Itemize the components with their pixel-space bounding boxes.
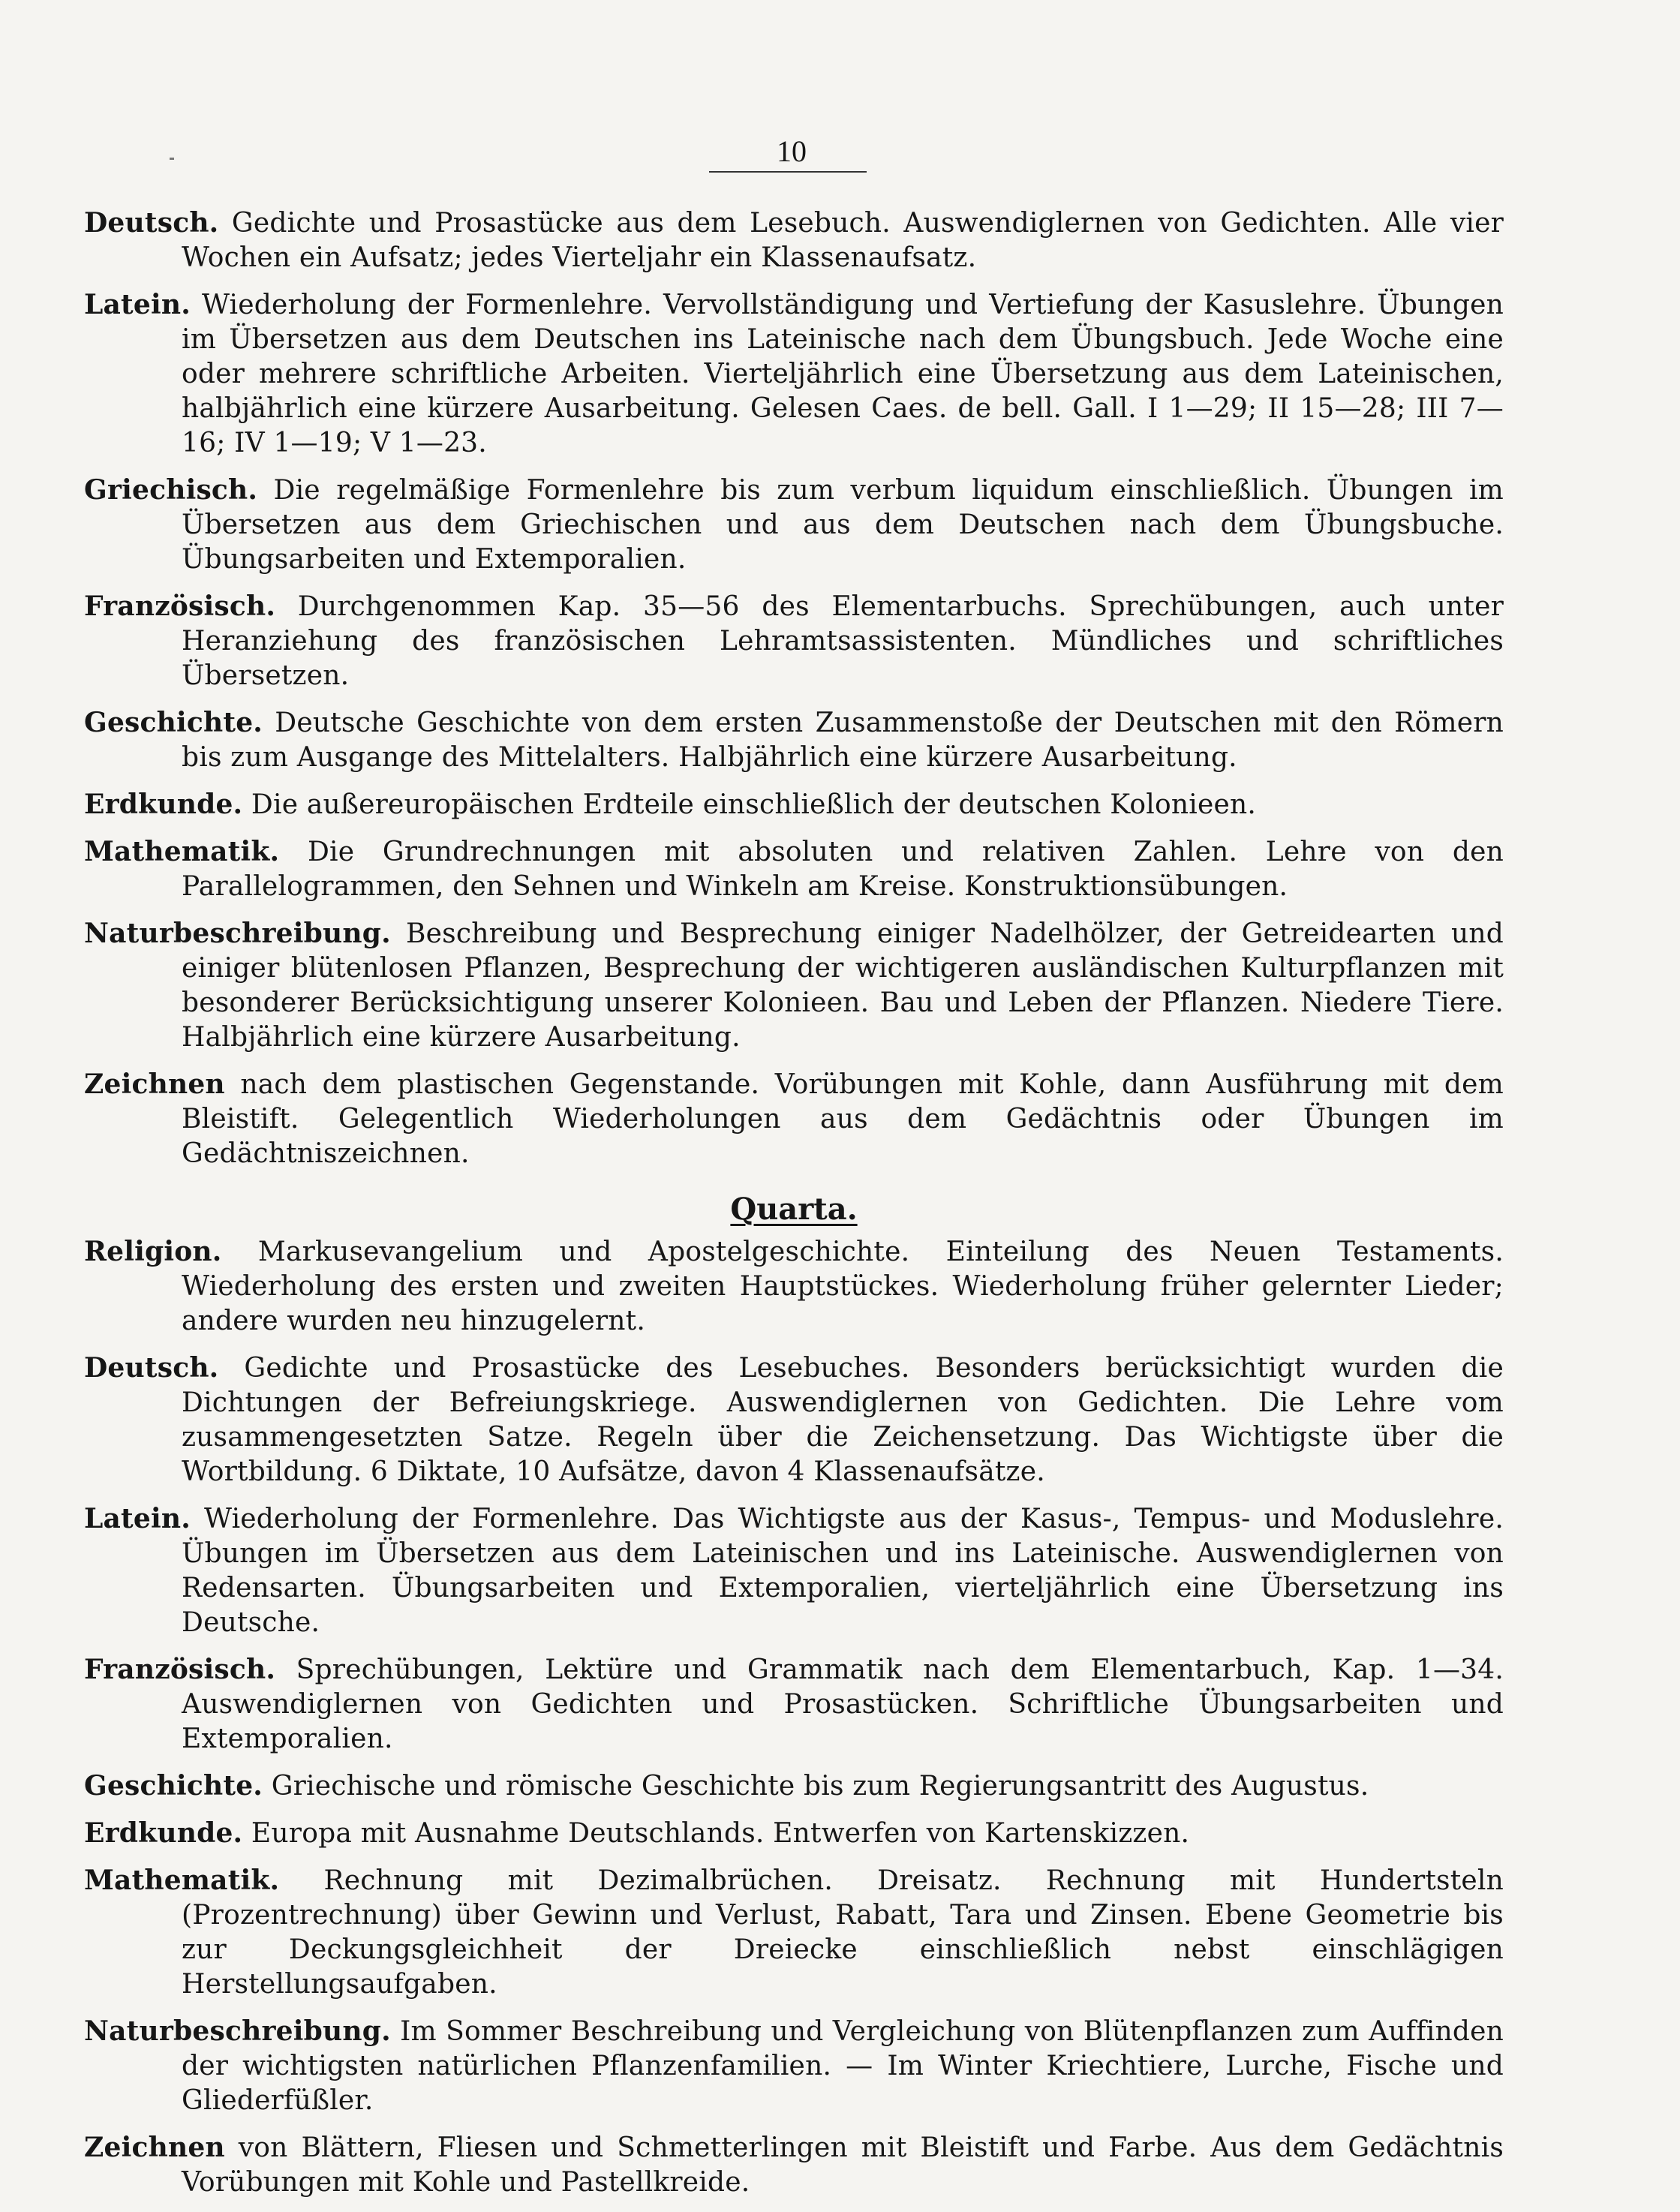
subject-entry (84, 473, 1504, 577)
subject-term: Mathematik. (84, 1865, 280, 1896)
subject-term: Französisch. (84, 1654, 276, 1685)
subject-text: Deutsche Geschichte von dem ersten Zusammenstoße der Deutschen mit den Römern bis zum Ausgange des Mittelalters. Halbjährlich eine kürzere Ausarbeitung. (182, 708, 1504, 773)
subject-text: Im Sommer Beschreibung und Vergleichung von Blütenpflanzen zum Auffinden der wichtigsten natürlichen Pflanzenfamilien. — Im Winter Kriechtiere, Lurche, Fische und Gliederfüßler. (182, 2016, 1504, 2116)
section-heading (84, 1191, 1504, 1228)
subject-entry (84, 1351, 1504, 1489)
subject-entry (84, 1863, 1504, 2002)
subject-entry (84, 1501, 1504, 1640)
subject-term: Erdkunde. (84, 789, 243, 820)
subject-text: Beschreibung und Besprechung einiger Nadelhölzer, der Getreidearten und einiger blütenlosen Pflanzen, Besprechung der wichtigeren ausländischen Kulturpflanzen mit besonderer Berücksichtigung unserer Kolonieen. Bau und Leben der Pflanzen. Niedere Tiere. Halbjährlich eine kürzere Ausarbeitung. (182, 918, 1504, 1053)
subject-entry (84, 787, 1504, 822)
subject-term: Latein. (84, 289, 191, 320)
subject-text: Sprechübungen, Lektüre und Grammatik nach dem Elementarbuch, Kap. 1—34. Auswendiglernen von Gedichten und Prosastücken. Schriftliche Übungsarbeiten und Extemporalien. (182, 1654, 1504, 1754)
subject-entry (84, 705, 1504, 775)
subject-term: Zeichnen (84, 2132, 225, 2163)
subject-entry (84, 287, 1504, 461)
subject-text: Europa mit Ausnahme Deutschlands. Entwerfen von Kartenskizzen. (242, 1818, 1190, 1849)
page-content (84, 206, 1504, 2212)
page-number: 10 (777, 134, 807, 168)
subject-entry (84, 206, 1504, 275)
subject-term: Geschichte. (84, 1770, 263, 1802)
subject-term: Zeichnen (84, 1068, 225, 1100)
page-edge-mark (170, 158, 174, 160)
subject-text: Die außereuropäischen Erdteile einschließlich der deutschen Kolonieen. (242, 789, 1256, 820)
subject-text: Durchgenommen Kap. 35—56 des Elementarbuchs. Sprechübungen, auch unter Heranziehung des französischen Lehramtsassistenten. Mündliches und schriftliches Übersetzen. (182, 591, 1504, 691)
page-number-rule (709, 171, 867, 173)
subject-term: Naturbeschreibung. (84, 2015, 391, 2047)
subject-text: Die regelmäßige Formenlehre bis zum verbum liquidum einschließlich. Übungen im Übersetzen aus dem Griechischen und aus dem Deutschen nach dem Übungsbuche. Übungsarbeiten und Extemporalien. (182, 475, 1504, 575)
subject-term: Französisch. (84, 591, 276, 622)
subject-term: Griechisch. (84, 474, 258, 506)
section-quarta (84, 1191, 1504, 2200)
subject-text: Markusevangelium und Apostelgeschichte. Einteilung des Neuen Testaments. Wiederholung des ersten und zweiten Hauptstückes. Wiederholung früher gelernter Lieder; andere wurden neu hinzugelernt. (182, 1237, 1504, 1336)
subject-text: von Blättern, Fliesen und Schmetterlingen mit Bleistift und Farbe. Aus dem Gedächtnis Vorübungen mit Kohle und Pastellkreide. (182, 2132, 1504, 2198)
subject-text: Gedichte und Prosastücke aus dem Lesebuch. Auswendiglernen von Gedichten. Alle vier Wochen ein Aufsatz; jedes Vierteljahr ein Klassenaufsatz. (182, 208, 1504, 273)
subject-text: Wiederholung der Formenlehre. Das Wichtigste aus der Kasus-, Tempus- und Moduslehre. Übungen im Übersetzen aus dem Lateinischen und ins Lateinische. Auswendiglernen von Redensarten. Übungsarbeiten und Extemporalien, vierteljährlich eine Übersetzung ins Deutsche. (182, 1504, 1504, 1638)
subject-term: Deutsch. (84, 207, 219, 239)
subject-entry (84, 1067, 1504, 1171)
subject-term: Erdkunde. (84, 1817, 243, 1849)
subject-text: Griechische und römische Geschichte bis zum Regierungsantritt des Augustus. (263, 1771, 1369, 1802)
subject-term: Geschichte. (84, 707, 263, 738)
subject-entry (84, 1234, 1504, 1339)
subject-term: Naturbeschreibung. (84, 918, 391, 949)
subject-text: Die Grundrechnungen mit absoluten und relativen Zahlen. Lehre von den Parallelogrammen, den Sehnen und Winkeln am Kreise. Konstruktionsübungen. (182, 837, 1504, 902)
subject-entry (84, 916, 1504, 1055)
subject-entry (84, 1652, 1504, 1757)
subject-term: Latein. (84, 1503, 191, 1534)
subject-term: Deutsch. (84, 1352, 219, 1384)
subject-entry (84, 589, 1504, 693)
subject-entry (84, 834, 1504, 904)
subject-entry (84, 1769, 1504, 1804)
subject-entry (84, 1816, 1504, 1851)
subject-text: Rechnung mit Dezimalbrüchen. Dreisatz. Rechnung mit Hundertsteln (Prozentrechnung) über Gewinn und Verlust, Rabatt, Tara und Zinsen. Ebene Geometrie bis zur Deckungsgleichheit der Dreiecke einschließlich nebst einschlägigen Herstellungsaufgaben. (182, 1865, 1504, 2000)
subject-text: Gedichte und Prosastücke des Lesebuches. Besonders berücksichtigt wurden die Dichtungen der Befreiungskriege. Auswendiglernen von Gedichten. Die Lehre vom zusammengesetzten Satze. Regeln über die Zeichensetzung. Das Wichtigste über die Wortbildung. 6 Diktate, 10 Aufsätze, davon 4 Klassenaufsätze. (182, 1353, 1504, 1487)
subject-text: Wiederholung der Formenlehre. Vervollständigung und Vertiefung der Kasuslehre. Übungen im Übersetzen aus dem Deutschen ins Lateinische nach dem Übungsbuch. Jede Woche eine oder mehrere schriftliche Arbeiten. Vierteljährlich eine Übersetzung aus dem Lateinischen, halbjährlich eine kürzere Ausarbeitung. Gelesen Caes. de bell. Gall. I 1—29; II 15—28; III 7—16; IV 1—19; V 1—23. (182, 290, 1504, 458)
subject-term: Religion. (84, 1236, 222, 1267)
subject-text: nach dem plastischen Gegenstande. Vorübungen mit Kohle, dann Ausführung mit dem Bleistift. Gelegentlich Wiederholungen aus dem Gedächtnis oder Übungen im Gedächtniszeichnen. (182, 1069, 1504, 1169)
subject-entry (84, 2014, 1504, 2118)
subject-term: Mathematik. (84, 836, 280, 867)
section-heading-text: Quarta. (730, 1192, 858, 1227)
section-untertertia (84, 206, 1504, 1171)
subject-entry (84, 2130, 1504, 2200)
